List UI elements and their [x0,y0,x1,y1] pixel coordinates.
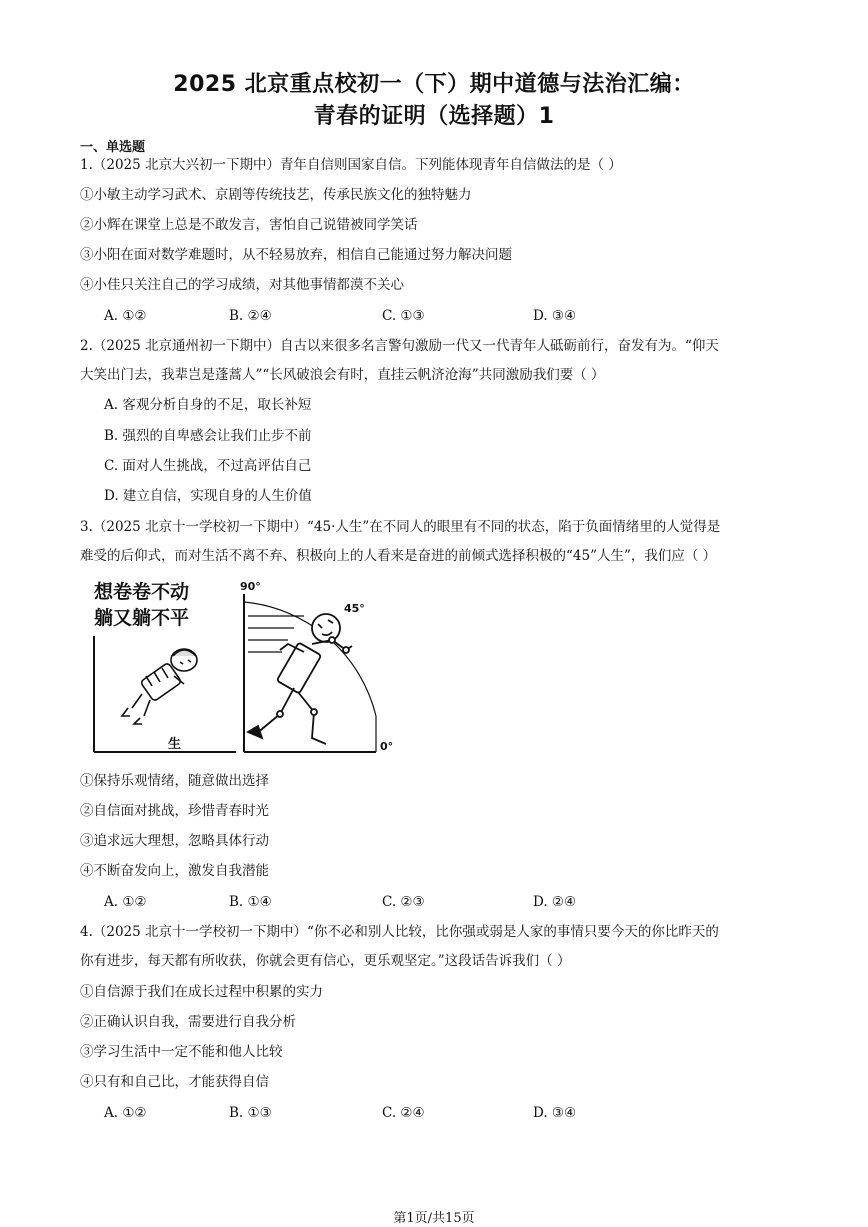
q2-stem-line-1: 2.（2025 北京通州初一下期中）自古以来很多名言警句激励一代又一代青年人砥砺前行，奋发有为。“仰天 [80,338,719,354]
q4-item-4: ④只有和自己比，才能获得自信 [80,1074,269,1090]
q2-option-c[interactable]: C. 面对人生挑战，不过高评估自己 [104,458,312,474]
right-top-label: 90° [240,580,261,593]
q1-item-4: ④小佳只关注自己的学习成绩，对其他事情都漠不关心 [80,277,404,293]
q2-option-a[interactable]: A. 客观分析自身的不足，取长补短 [104,397,312,413]
q3-item-2: ②自信面对挑战，珍惜青春时光 [80,803,269,819]
q1-choice-b[interactable]: B. ②④ [229,308,272,324]
q3-figure [76,576,406,758]
q3-choice-d[interactable]: D. ②④ [533,894,577,910]
q4-choice-a[interactable]: A. ①② [104,1105,147,1121]
right-angle-label: 45° [344,602,365,615]
left-floor-text: 生 [168,737,182,752]
q4-choice-d[interactable]: D. ③④ [533,1105,577,1121]
q4-stem-line-1: 4.（2025 北京十一学校初一下期中）“你不必和别人比较，比你强或弱是人家的事情只要今天的你比昨天的 [80,924,719,940]
q3-choice-b[interactable]: B. ①④ [229,894,272,910]
q1-choice-a[interactable]: A. ①② [104,308,147,324]
q4-item-3: ③学习生活中一定不能和他人比较 [80,1044,283,1060]
reclining-figure [122,649,197,724]
left-caption-line-1: 想卷卷不动 [94,581,190,603]
section-heading: 一、单选题 [80,140,146,155]
page-title-line-1: 2025 北京重点校初一（下）期中道德与法治汇编： [173,72,695,97]
q4-item-1: ①自信源于我们在成长过程中积累的实力 [80,984,323,1000]
q3-stem-line-1: 3.（2025 北京十一学校初一下期中）“45·人生”在不同人的眼里有不同的状态，陷于负面情绪里的人觉得是 [80,519,721,535]
q4-item-2: ②正确认识自我，需要进行自我分析 [80,1014,296,1030]
right-bottom-label: 0° [380,740,394,753]
q1-choice-c[interactable]: C. ①③ [382,308,425,324]
page-title-line-2: 青春的证明（选择题）1 [313,104,555,129]
q3-stem-line-2: 难受的后仰式，而对生活不离不弃、积极向上的人看来是奋进的前倾式选择积极的“45”人生”，我们应（ ） [80,548,717,564]
q1-choice-d[interactable]: D. ③④ [533,308,577,324]
q1-item-1: ①小敏主动学习武术、京剧等传统技艺，传承民族文化的独特魅力 [80,187,472,203]
page-footer: 第1页/共15页 [393,1211,475,1226]
q1-item-2: ②小辉在课堂上总是不敢发言，害怕自己说错被同学笑话 [80,217,418,233]
q2-stem-line-2: 大笑出门去，我辈岂是蓬蒿人”“长风破浪会有时，直挂云帆济沧海”共同激励我们要（ ） [80,367,605,383]
q4-choice-c[interactable]: C. ②④ [382,1105,425,1121]
left-panel [94,580,236,752]
q4-choice-b[interactable]: B. ①③ [229,1105,272,1121]
running-figure [248,614,352,744]
q3-choice-a[interactable]: A. ①② [104,894,147,910]
q4-stem-line-2: 你有进步，每天都有所收获，你就会更有信心，更乐观坚定。”这段话告诉我们（ ） [80,953,571,969]
right-panel [240,580,393,753]
q2-option-b[interactable]: B. 强烈的自卑感会让我们止步不前 [104,428,312,444]
left-caption-line-2: 躺又躺不平 [94,607,190,629]
q1-stem: 1.（2025 北京大兴初一下期中）青年自信则国家自信。下列能体现青年自信做法的是（ ） [80,157,622,173]
q3-choice-c[interactable]: C. ②③ [382,894,425,910]
q1-item-3: ③小阳在面对数学难题时，从不轻易放弃，相信自己能通过努力解决问题 [80,247,512,263]
q3-item-3: ③追求远大理想，忽略具体行动 [80,833,269,849]
q3-illustration [76,576,406,758]
q3-item-4: ④不断奋发向上，激发自我潜能 [80,863,269,879]
q2-option-d[interactable]: D. 建立自信，实现自身的人生价值 [104,488,312,504]
q3-item-1: ①保持乐观情绪，随意做出选择 [80,773,269,789]
